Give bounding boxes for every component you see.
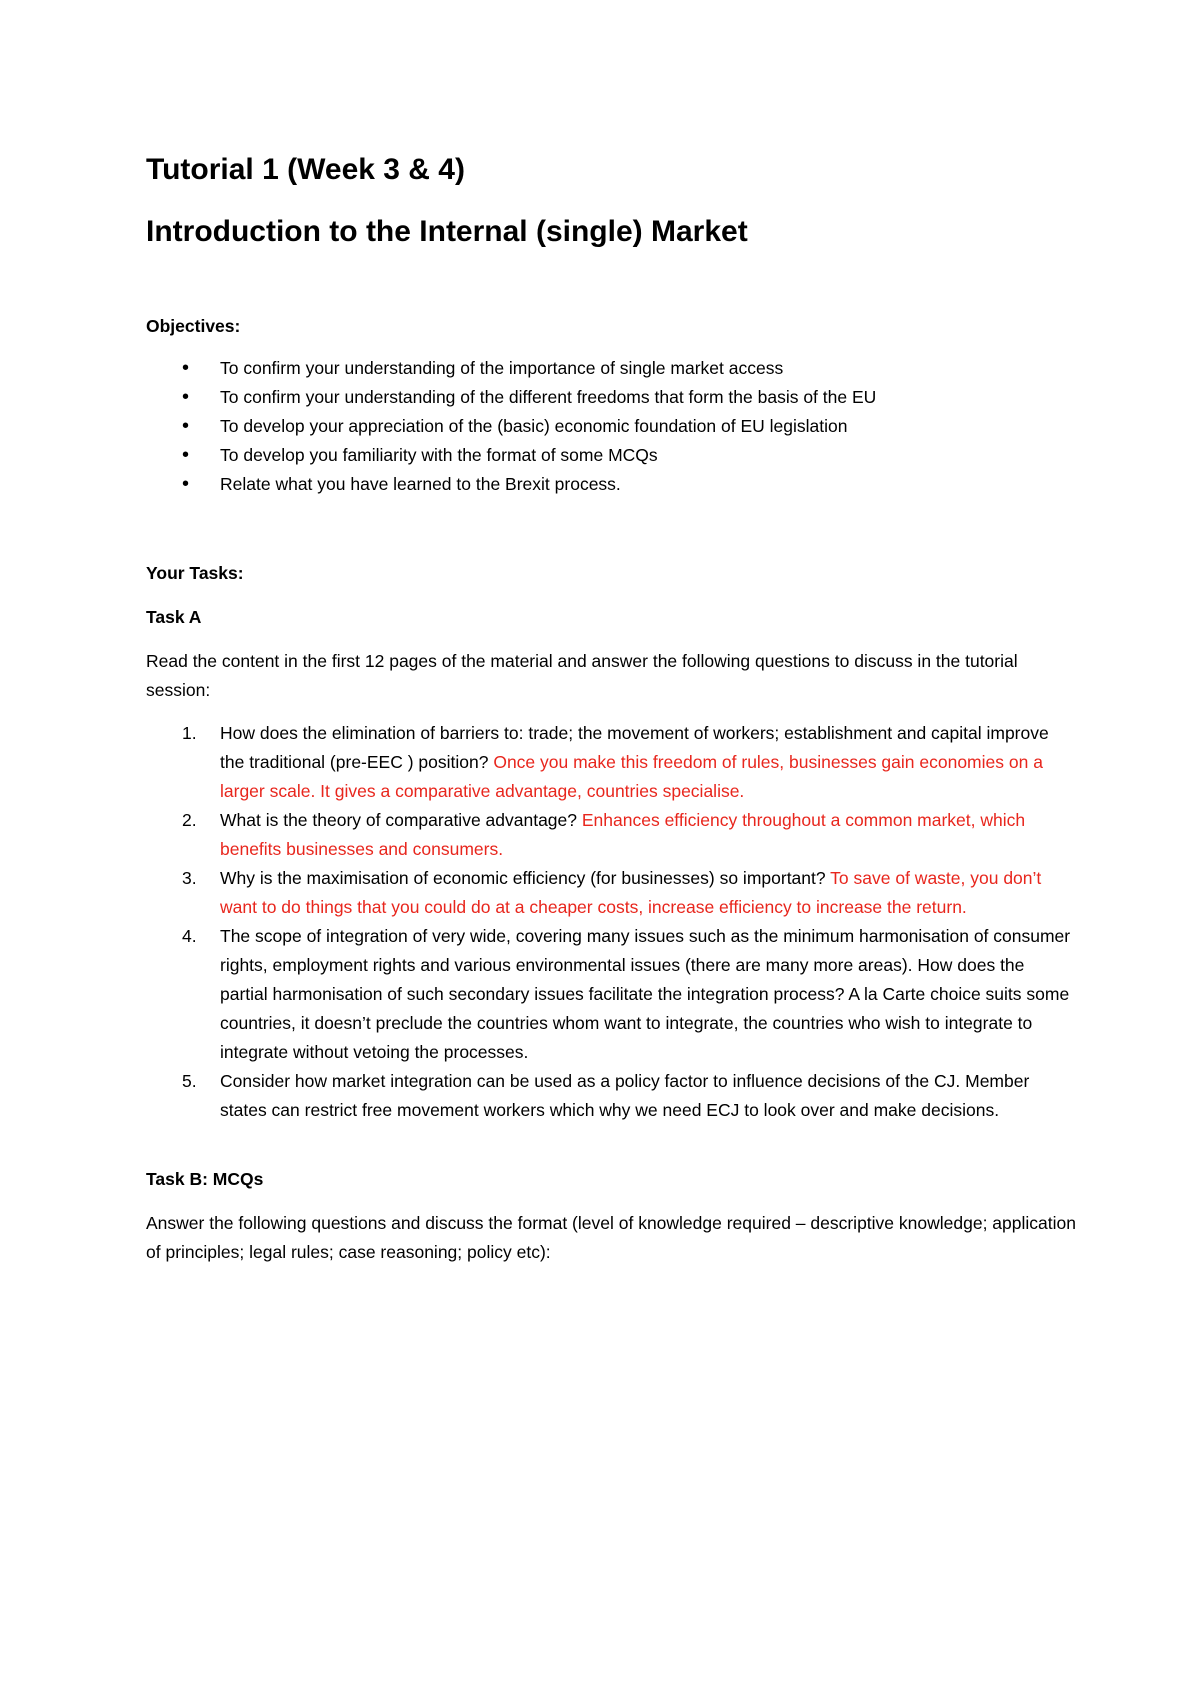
objective-item: • To confirm your understanding of the different freedoms that form the basis of the EU xyxy=(146,383,1076,412)
question-text: The scope of integration of very wide, covering many issues such as the minimum harmonisation of consumer rights, employment rights and various environmental issues (there are many more areas). How does the partial harmonisation of such secondary issues facilitate the integration process? A la Carte choice suits some countries, it doesn’t preclude the countries whom want to integrate, the countries who wish to integrate to integrate without vetoing the processes. xyxy=(220,926,1071,1062)
answer-text: Once you make this freedom of rules, businesses gain economies on a larger scale. It gives a comparative advantage, countries specialise. xyxy=(220,752,1043,801)
objective-item: • Relate what you have learned to the Brexit process. xyxy=(146,470,1076,499)
question-item xyxy=(146,806,1076,864)
page-subtitle: Introduction to the Internal (single) Market xyxy=(146,215,748,248)
question-number: 2. xyxy=(182,810,197,830)
task-a-intro: Read the content in the first 12 pages of the material and answer the following questions to discuss in the tutorial session: xyxy=(146,651,1018,700)
question-text: Why is the maximisation of economic efficiency (for businesses) so important? xyxy=(220,868,831,888)
question-item xyxy=(146,864,1076,922)
question-item xyxy=(146,719,1076,806)
objective-item: • To confirm your understanding of the importance of single market access xyxy=(146,354,1076,383)
page-title: Tutorial 1 (Week 3 & 4) xyxy=(146,153,465,186)
task-a-heading: Task A xyxy=(146,607,202,627)
question-number: 1. xyxy=(182,723,197,743)
question-item xyxy=(146,922,1076,1067)
question-text: Consider how market integration can be used as a policy factor to influence decisions of the CJ. Member states can restrict free movement workers which why we need ECJ to look over and make decisions. xyxy=(220,1071,1030,1120)
question-item xyxy=(146,1067,1076,1125)
answer-text: Enhances efficiency throughout a common market, which benefits businesses and consumers. xyxy=(220,810,1026,859)
objective-item: • To develop your appreciation of the (basic) economic foundation of EU legislation xyxy=(146,412,1076,441)
task-b-heading: Task B: MCQs xyxy=(146,1169,264,1189)
objective-item: • To develop you familiarity with the format of some MCQs xyxy=(146,441,1076,470)
question-text: How does the elimination of barriers to: trade; the movement of workers; establishment and capital improve the traditional (pre-EEC ) position? xyxy=(220,723,1049,772)
question-number: 3. xyxy=(182,868,197,888)
question-number: 5. xyxy=(182,1071,197,1091)
task-b-intro: Answer the following questions and discuss the format (level of knowledge required – descriptive knowledge; application of principles; legal rules; case reasoning; policy etc): xyxy=(146,1213,1076,1262)
question-number: 4. xyxy=(182,926,197,946)
objectives-list xyxy=(146,354,1076,499)
task-a-questions xyxy=(146,719,1076,1125)
document-content xyxy=(146,150,1076,1267)
question-text: What is the theory of comparative advantage? xyxy=(220,810,582,830)
answer-text: To save of waste, you don’t want to do things that you could do at a cheaper costs, increase efficiency to increase the return. xyxy=(220,868,1042,917)
tasks-heading: Your Tasks: xyxy=(146,563,244,583)
objectives-heading: Objectives: xyxy=(146,316,241,336)
